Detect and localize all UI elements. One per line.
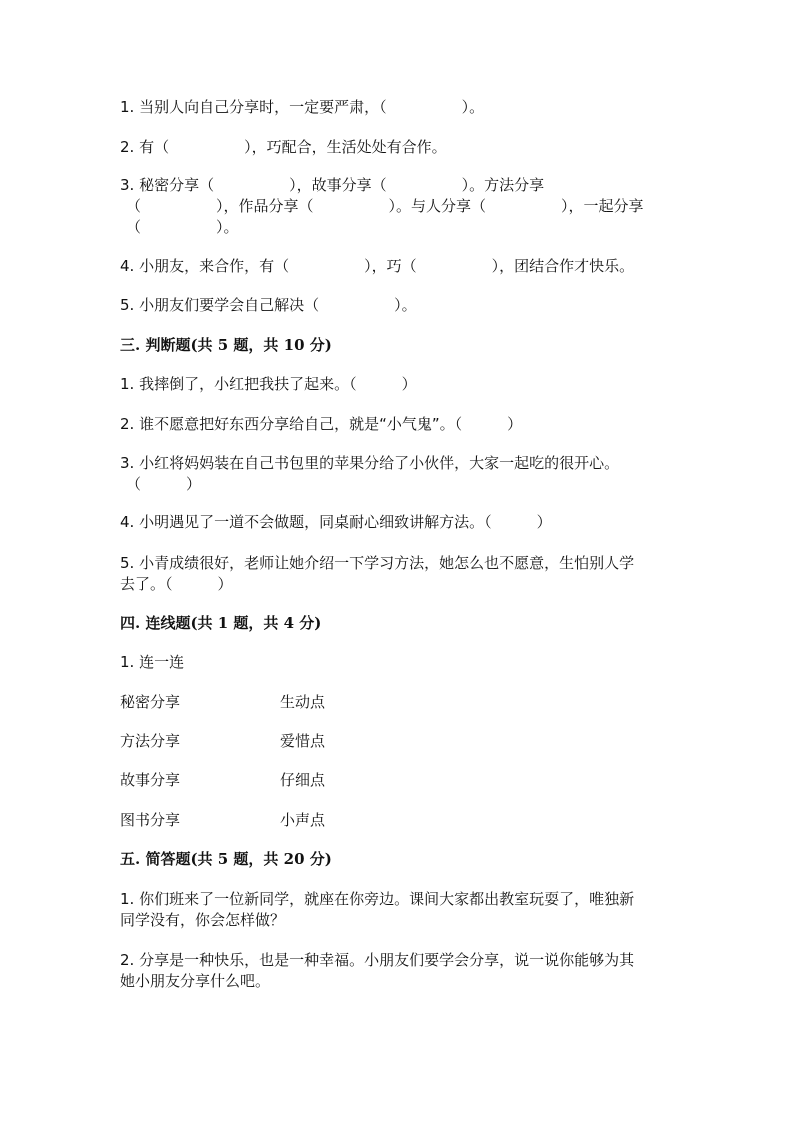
matching-right-item: 仔细点 <box>280 771 326 789</box>
judge-question-3-line-2: （ ） <box>126 475 202 493</box>
judge-question-4: 4. 小明遇见了一道不会做题，同桌耐心细致讲解方法。（ ） <box>120 513 552 531</box>
fill-in-question-3-line-2: （ ），作品分享（ ）。与人分享（ ），一起分享 <box>126 197 644 215</box>
fill-in-question-1: 1. 当别人向自己分享时，一定要严肃，（ ）。 <box>120 98 485 116</box>
judge-question-3-line-1: 3. 小红将妈妈装在自己书包里的苹果分给了小伙伴，大家一起吃的很开心。 <box>120 454 620 472</box>
short-answer-question-2-line-2: 她小朋友分享什么吧。 <box>120 972 271 990</box>
short-answer-question-2-line-1: 2. 分享是一种快乐，也是一种幸福。小朋友们要学会分享，说一说你能够为其 <box>120 951 635 969</box>
judge-question-1: 1. 我摔倒了，小红把我扶了起来。（ ） <box>120 375 417 393</box>
section-5-heading: 五. 简答题(共 5 题，共 20 分) <box>120 850 332 868</box>
matching-left-item: 图书分享 <box>120 811 181 829</box>
fill-in-question-3-line-1: 3. 秘密分享（ ），故事分享（ ）。方法分享 <box>120 176 545 194</box>
matching-right-item: 小声点 <box>280 811 326 829</box>
matching-right-item: 生动点 <box>280 693 326 711</box>
judge-question-5-line-1: 5. 小青成绩很好，老师让她介绍一下学习方法，她怎么也不愿意，生怕别人学 <box>120 554 635 572</box>
fill-in-question-5: 5. 小朋友们要学会自己解决（ ）。 <box>120 296 417 314</box>
matching-left-item: 方法分享 <box>120 732 181 750</box>
section-4-heading: 四. 连线题(共 1 题，共 4 分) <box>120 614 322 632</box>
section-3-heading: 三. 判断题(共 5 题，共 10 分) <box>120 336 332 354</box>
matching-left-item: 秘密分享 <box>120 693 181 711</box>
judge-question-2: 2. 谁不愿意把好东西分享给自己，就是“小气鬼”。（ ） <box>120 415 523 433</box>
matching-question: 1. 连一连 <box>120 653 185 671</box>
matching-right-item: 爱惜点 <box>280 732 326 750</box>
short-answer-question-1-line-2: 同学没有，你会怎样做？ <box>120 911 286 929</box>
short-answer-question-1-line-1: 1. 你们班来了一位新同学，就座在你旁边。课间大家都出教室玩耍了，唯独新 <box>120 890 635 908</box>
fill-in-question-3-line-3: （ ）。 <box>126 218 239 236</box>
fill-in-question-2: 2. 有（ ），巧配合，生活处处有合作。 <box>120 138 447 156</box>
judge-question-5-line-2: 去了。（ ） <box>120 575 233 593</box>
fill-in-question-4: 4. 小朋友，来合作，有（ ），巧（ ），团结合作才快乐。 <box>120 257 635 275</box>
matching-left-item: 故事分享 <box>120 771 181 789</box>
